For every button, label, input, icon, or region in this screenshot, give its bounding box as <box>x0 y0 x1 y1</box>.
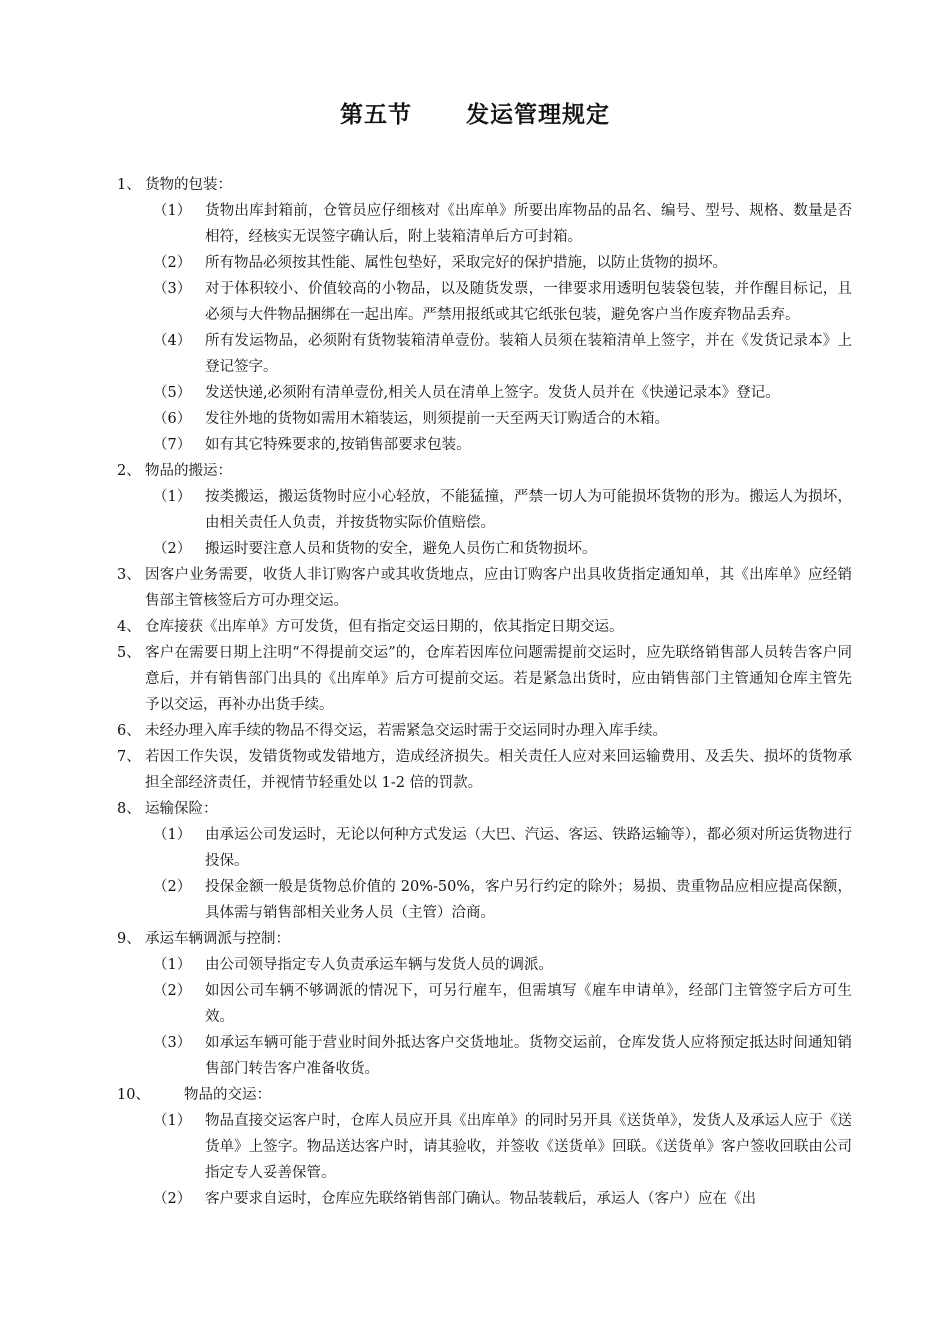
section-4 <box>117 614 852 640</box>
section-heading: 货物的包装： <box>145 177 232 193</box>
section-3 <box>117 562 852 614</box>
section-text: 未经办理入库手续的物品不得交运，若需紧急交运时需于交运同时办理入库手续。 <box>145 723 667 739</box>
item-text: 所有物品必须按其性能、属性包垫好，采取完好的保护措施，以防止货物的损坏。 <box>205 255 727 271</box>
item-number: （2） <box>153 1191 192 1207</box>
item-text: 物品直接交运客户时，仓库人员应开具《出库单》的同时另开具《送货单》，发货人及承运人应于《送货单》上签字。物品送达客户时，请其验收，并签收《送货单》回联。《送货单》客户签收回联由公司指定专人妥善保管。 <box>205 1113 852 1181</box>
list-item <box>117 276 852 328</box>
item-number: （2） <box>153 983 192 999</box>
document-body <box>117 172 852 1212</box>
item-number: （2） <box>153 541 192 557</box>
list-item <box>117 1030 852 1082</box>
section-number: 8、 <box>117 801 141 817</box>
item-number: （3） <box>153 1035 192 1051</box>
section-number: 4、 <box>117 619 141 635</box>
section-9 <box>117 926 852 952</box>
item-number: （1） <box>153 1113 192 1129</box>
section-number: 10、 <box>117 1087 150 1103</box>
item-text: 货物出库封箱前，仓管员应仔细核对《出库单》所要出库物品的品名、编号、型号、规格、数量是否相符，经核实无误签字确认后，附上装箱清单后方可封箱。 <box>205 203 852 245</box>
list-item <box>117 328 852 380</box>
section-2 <box>117 458 852 484</box>
section-text: 仓库接获《出库单》方可发货，但有指定交运日期的，依其指定日期交运。 <box>145 619 624 635</box>
item-number: （7） <box>153 437 192 453</box>
item-number: （3） <box>153 281 192 297</box>
list-item <box>117 978 852 1030</box>
section-text: 客户在需要日期上注明“不得提前交运”的，仓库若因库位问题需提前交运时，应先联络销售部人员转告客户同意后，并有销售部门出具的《出库单》后方可提前交运。若是紧急出货时，应由销售部门主管通知仓库主管先予以交运，再补办出货手续。 <box>145 645 852 713</box>
list-item <box>117 874 852 926</box>
list-item <box>117 1186 852 1212</box>
item-number: （1） <box>153 489 192 505</box>
section-heading: 物品的搬运： <box>145 463 232 479</box>
item-text: 由承运公司发运时，无论以何种方式发运（大巴、汽运、客运、铁路运输等），都必须对所运货物进行投保。 <box>205 827 852 869</box>
section-1 <box>117 172 852 198</box>
list-item <box>117 406 852 432</box>
item-text: 所有发运物品，必须附有货物装箱清单壹份。装箱人员须在装箱清单上签字，并在《发货记录本》上登记签字。 <box>205 333 852 375</box>
list-item <box>117 250 852 276</box>
section-heading: 承运车辆调派与控制： <box>145 931 290 947</box>
item-text: 搬运时要注意人员和货物的安全，避免人员伤亡和货物损坏。 <box>205 541 597 557</box>
item-text: 如有其它特殊要求的,按销售部要求包装。 <box>205 437 471 453</box>
section-heading: 运输保险： <box>145 801 218 817</box>
section-8 <box>117 796 852 822</box>
section-number: 9、 <box>117 931 141 947</box>
item-text: 客户要求自运时，仓库应先联络销售部门确认。物品装载后，承运人（客户）应在《出 <box>205 1191 756 1207</box>
item-text: 发送快递,必须附有清单壹份,相关人员在清单上签字。发货人员并在《快递记录本》登记。 <box>205 385 780 401</box>
list-item <box>117 432 852 458</box>
section-5 <box>117 640 852 718</box>
item-number: （2） <box>153 879 192 895</box>
section-number: 3、 <box>117 567 141 583</box>
item-text: 投保金额一般是货物总价值的 20%-50%，客户另行约定的除外；易损、贵重物品应相应提高保额，具体需与销售部相关业务人员（主管）洽商。 <box>205 879 852 921</box>
section-number: 7、 <box>117 749 141 765</box>
section-10 <box>117 1082 852 1108</box>
item-number: （1） <box>153 957 192 973</box>
item-text: 对于体积较小、价值较高的小物品，以及随货发票，一律要求用透明包装袋包装，并作醒目标记，且必须与大件物品捆绑在一起出库。严禁用报纸或其它纸张包装，避免客户当作废弃物品丢弃。 <box>205 281 852 323</box>
item-number: （4） <box>153 333 192 349</box>
section-6 <box>117 718 852 744</box>
item-number: （2） <box>153 255 192 271</box>
list-item <box>117 1108 852 1186</box>
item-text: 如因公司车辆不够调派的情况下，可另行雇车，但需填写《雇车申请单》，经部门主管签字后方可生效。 <box>205 983 852 1025</box>
item-number: （1） <box>153 203 192 219</box>
section-number: 1、 <box>117 177 141 193</box>
section-number: 2、 <box>117 463 141 479</box>
section-number: 5、 <box>117 645 141 661</box>
item-number: （6） <box>153 411 192 427</box>
list-item <box>117 536 852 562</box>
item-text: 按类搬运，搬运货物时应小心轻放，不能猛撞，严禁一切人为可能损坏货物的形为。搬运人为损坏，由相关责任人负责，并按货物实际价值赔偿。 <box>205 489 852 531</box>
list-item <box>117 952 852 978</box>
list-item <box>117 380 852 406</box>
page-title: 第五节 发运管理规定 <box>339 102 611 128</box>
item-text: 发往外地的货物如需用木箱装运，则须提前一天至两天订购适合的木箱。 <box>205 411 669 427</box>
section-text: 因客户业务需要，收货人非订购客户或其收货地点，应由订购客户出具收货指定通知单，其《出库单》应经销售部主管核签后方可办理交运。 <box>145 567 852 609</box>
section-number: 6、 <box>117 723 141 739</box>
section-7 <box>117 744 852 796</box>
item-text: 如承运车辆可能于营业时间外抵达客户交货地址。货物交运前，仓库发货人应将预定抵达时间通知销售部门转告客户准备收货。 <box>205 1035 852 1077</box>
list-item <box>117 198 852 250</box>
item-number: （5） <box>153 385 192 401</box>
list-item <box>117 484 852 536</box>
item-number: （1） <box>153 827 192 843</box>
list-item <box>117 822 852 874</box>
item-text: 由公司领导指定专人负责承运车辆与发货人员的调派。 <box>205 957 553 973</box>
section-heading: 物品的交运： <box>184 1087 271 1103</box>
section-text: 若因工作失误，发错货物或发错地方，造成经济损失。相关责任人应对来回运输费用、及丢失、损坏的货物承担全部经济责任，并视情节轻重处以 1-2 倍的罚款。 <box>145 749 852 791</box>
